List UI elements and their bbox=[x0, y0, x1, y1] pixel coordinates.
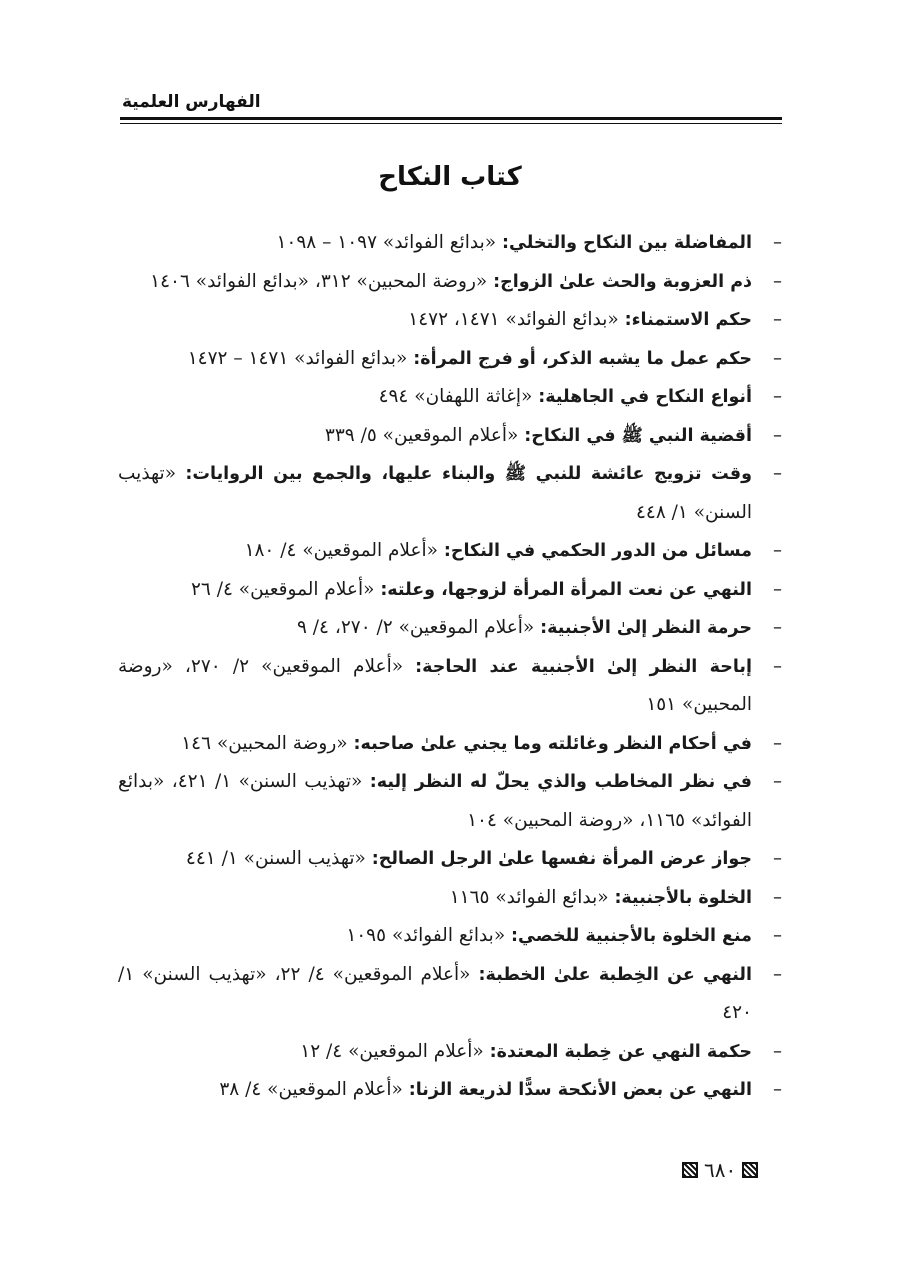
index-entry bbox=[118, 417, 784, 456]
entry-topic: في أحكام النظر وغائلته وما يجني علىٰ صاحبه: bbox=[353, 733, 752, 754]
entry-dash: – bbox=[773, 386, 782, 407]
entry-topic: حرمة النظر إلىٰ الأجنبية: bbox=[540, 618, 752, 638]
entry-references: «أعلام الموقعين» ٤/ ٢٢، «تهذيب السنن» ١/ ٤٢٠ bbox=[118, 963, 752, 1023]
index-entry bbox=[118, 1033, 784, 1072]
header-rule-thick bbox=[120, 117, 782, 120]
index-entry bbox=[118, 917, 784, 956]
entry-references: «روضة المحبين» ٣١٢، «بدائع الفوائد» ١٤٠٦ bbox=[150, 270, 488, 292]
entry-dash: – bbox=[773, 848, 782, 869]
entry-references: «أعلام الموقعين» ٢/ ٢٧٠، «روضة المحبين» ١٥١ bbox=[118, 655, 752, 715]
running-header-title: الفهارس العلمية bbox=[122, 92, 261, 112]
entry-topic: ذم العزوبة والحث علىٰ الزواج: bbox=[493, 271, 752, 292]
ornament-icon bbox=[742, 1162, 758, 1178]
entry-topic: أقضية النبي ﷺ في النكاح: bbox=[524, 425, 752, 446]
entry-dash: – bbox=[773, 463, 782, 484]
entry-topic: في نظر المخاطب والذي يحلّ له النظر إليه: bbox=[369, 772, 752, 792]
entry-topic: النهي عن الخِطبة علىٰ الخطبة: bbox=[478, 964, 752, 985]
index-entry bbox=[118, 956, 784, 1033]
entry-dash: – bbox=[773, 886, 782, 908]
entry-dash: – bbox=[773, 925, 782, 946]
entry-topic: النهي عن نعت المرأة المرأة لزوجها، وعلته: bbox=[380, 579, 752, 600]
entry-references: «أعلام الموقعين» ٢/ ٢٧٠، ٤/ ٩ bbox=[296, 617, 535, 638]
entry-topic: إباحة النظر إلىٰ الأجنبية عند الحاجة: bbox=[415, 656, 752, 677]
entry-dash: – bbox=[773, 617, 782, 638]
entry-dash: – bbox=[773, 655, 782, 677]
entry-dash: – bbox=[773, 309, 782, 330]
entry-topic: حكم عمل ما يشبه الذكر، أو فرج المرأة: bbox=[413, 348, 752, 369]
entry-references: «بدائع الفوائد» ١٤٧١ – ١٤٧٢ bbox=[187, 347, 408, 369]
entry-dash: – bbox=[773, 347, 782, 369]
entry-references: «أعلام الموقعين» ٤/ ١٨٠ bbox=[244, 540, 438, 561]
entry-topic: حكم الاستمناء: bbox=[624, 310, 752, 330]
entry-topic: الخلوة بالأجنبية: bbox=[614, 887, 752, 908]
entry-references: «بدائع الفوائد» ١٠٩٥ bbox=[346, 925, 506, 946]
index-entry bbox=[118, 725, 784, 764]
entry-references: «أعلام الموقعين» ٤/ ٢٦ bbox=[190, 578, 375, 600]
index-entry bbox=[118, 609, 784, 648]
entry-topic: منع الخلوة بالأجنبية للخصي: bbox=[511, 926, 752, 946]
index-entry bbox=[118, 263, 784, 302]
ornament-icon bbox=[682, 1162, 698, 1178]
entry-references: «أعلام الموقعين» ٥/ ٣٣٩ bbox=[324, 424, 519, 446]
index-entry bbox=[118, 532, 784, 571]
entry-topic: أنواع النكاح في الجاهلية: bbox=[538, 387, 752, 407]
index-entry bbox=[118, 648, 784, 725]
entry-dash: – bbox=[773, 540, 782, 561]
entry-topic: المفاضلة بين النكاح والتخلي: bbox=[502, 233, 752, 253]
index-entry bbox=[118, 301, 784, 340]
index-entry bbox=[118, 840, 784, 879]
entry-references: «بدائع الفوائد» ١١٦٥ bbox=[449, 886, 609, 908]
entry-references: «تهذيب السنن» ١/ ٤٢١، «بدائع الفوائد» ١١٦٥، «روضة المحبين» ١٠٤ bbox=[118, 771, 752, 831]
entry-dash: – bbox=[773, 963, 782, 985]
index-entry bbox=[118, 378, 784, 417]
entry-references: «بدائع الفوائد» ١٠٩٧ – ١٠٩٨ bbox=[276, 232, 497, 253]
entry-dash: – bbox=[773, 1040, 782, 1062]
header-rule-thin bbox=[120, 123, 782, 124]
entry-topic: جواز عرض المرأة نفسها علىٰ الرجل الصالح: bbox=[371, 849, 752, 869]
entry-references: «تهذيب السنن» ١/ ٤٤١ bbox=[185, 848, 366, 869]
index-entry bbox=[118, 455, 784, 532]
index-entry bbox=[118, 571, 784, 610]
entry-references: «إغاثة اللهفان» ٤٩٤ bbox=[378, 386, 533, 407]
section-title: كتاب النكاح bbox=[378, 162, 522, 192]
index-entry bbox=[118, 1071, 784, 1110]
entry-topic: مسائل من الدور الحكمي في النكاح: bbox=[443, 541, 752, 561]
entry-dash: – bbox=[773, 270, 782, 292]
entry-references: «بدائع الفوائد» ١٤٧١، ١٤٧٢ bbox=[408, 309, 619, 330]
entry-references: «روضة المحبين» ١٤٦ bbox=[181, 732, 348, 754]
entry-topic: حكمة النهي عن خِطبة المعتدة: bbox=[489, 1041, 752, 1062]
entry-dash: – bbox=[773, 232, 782, 253]
index-entry bbox=[118, 879, 784, 918]
index-entry-list bbox=[118, 224, 784, 1110]
page-footer bbox=[682, 1157, 758, 1183]
entry-dash: – bbox=[773, 578, 782, 600]
index-entry bbox=[118, 763, 784, 840]
entry-dash: – bbox=[773, 424, 782, 446]
entry-references: «أعلام الموقعين» ٤/ ٣٨ bbox=[219, 1079, 403, 1100]
entry-topic: وقت تزويج عائشة للنبي ﷺ والبناء عليها، والجمع بين الروايات: bbox=[185, 464, 753, 484]
entry-topic: النهي عن بعض الأنكحة سدًّا لذريعة الزنا: bbox=[408, 1080, 752, 1100]
entry-dash: – bbox=[773, 771, 782, 792]
entry-dash: – bbox=[773, 732, 782, 754]
index-entry bbox=[118, 340, 784, 379]
entry-references: «أعلام الموقعين» ٤/ ١٢ bbox=[300, 1040, 484, 1062]
page-number: ٦٨٠ bbox=[704, 1158, 737, 1182]
entry-references: «تهذيب السنن» ١/ ٤٤٨ bbox=[118, 463, 752, 523]
index-entry bbox=[118, 224, 784, 263]
entry-dash: – bbox=[773, 1079, 782, 1100]
